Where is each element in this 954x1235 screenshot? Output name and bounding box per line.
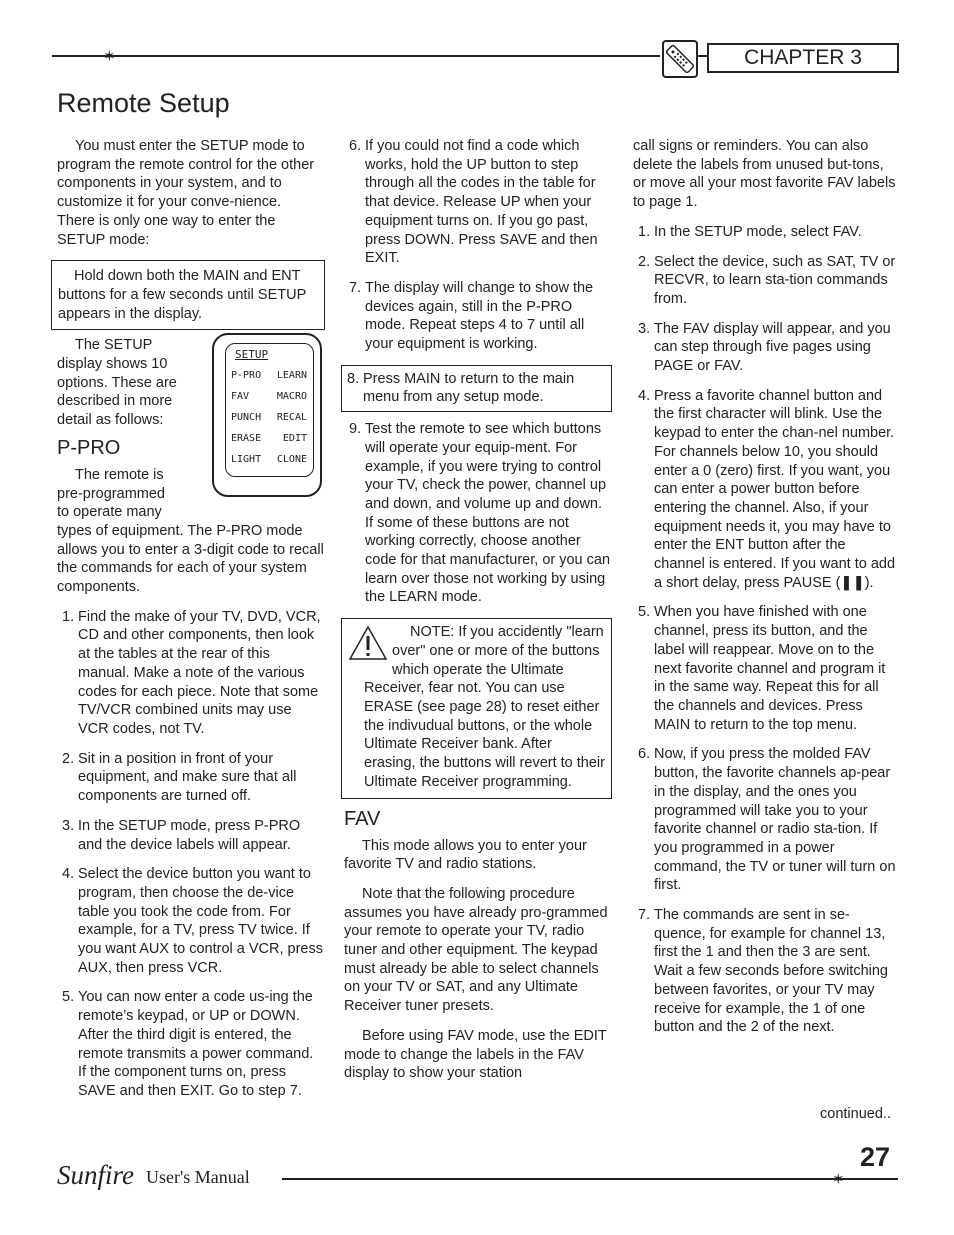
intro-paragraph: You must enter the SETUP mode to program the remote control for the other components in your system, and to customize it for your conve-nience. There is only one way to enter the SETUP mode: bbox=[57, 138, 315, 248]
list-item: 2. Select the device, such as SAT, TV or RECVR, to learn sta-tion commands from. bbox=[638, 253, 896, 307]
list-item: 7. The display will change to show the devices again, still in the P-PRO mode. Repeat steps 4 to 7 until all your equipment is working. bbox=[349, 279, 594, 353]
main-return-box: 8. Press MAIN to return to the main menu from any setup mode. bbox=[341, 365, 612, 412]
setup-instruction-box bbox=[51, 260, 325, 330]
page-number: 27 bbox=[860, 1142, 891, 1172]
manual-label: User's Manual bbox=[146, 1167, 250, 1187]
star-ornament-bottom: ✶ bbox=[832, 1170, 845, 1188]
ppro-heading: P-PRO bbox=[57, 436, 121, 459]
list-item: 1. Find the make of your TV, DVD, VCR, CD and other components, then look at the tables at the rear of this manual. Make a note of the various codes for each piece. Note that some TV/VCR combined units may use VCR codes, not TV. bbox=[62, 608, 321, 737]
note-box bbox=[341, 618, 612, 798]
list-item: 3. The FAV display will appear, and you can step through five pages using PAGE or FAV. bbox=[638, 320, 891, 375]
lcd-row: LIGHT CLONE bbox=[231, 454, 307, 465]
continued-label: continued.. bbox=[820, 1106, 891, 1122]
page-title: Remote Setup bbox=[57, 88, 230, 118]
star-ornament-top: ✶ bbox=[103, 47, 116, 65]
lcd-row: ERASE EDIT bbox=[231, 433, 307, 444]
continued-paragraph: call signs or reminders. You can also delete the labels from unused but-tons, or move all your most favorite FAV labels to page 1. bbox=[633, 138, 896, 211]
list-item: 7. The commands are sent in se-quence, for example for channel 13, first the 1 and then the 3 are sent. Wait a few seconds before switching between favorites, or your TV may receive for example, the 1 of one button and the 2 of the next. bbox=[638, 907, 888, 1036]
lcd-row: FAV MACRO bbox=[231, 391, 307, 402]
list-item: 2. Sit in a position in front of your equipment, and make sure that all components are turned off. bbox=[62, 750, 297, 805]
fav-heading: FAV bbox=[344, 807, 381, 830]
column-2 bbox=[344, 137, 612, 1094]
setup-lcd-display bbox=[212, 333, 322, 497]
list-item: 4. Press a favorite channel button and the first character will blink. Use the keypad to enter the chan-nel number. For channels below 10, you should enter a 0 (zero) first. If you want, you can enter a power button before entering the channel. Also, if your equipment needs it, you may have to enter the ENT button after the channel is entered. If you want to add a short delay, press PAUSE (❚❚). bbox=[638, 387, 896, 591]
fav-paragraph-2: Note that the following procedure assumes you have already pro-grammed your remote to operate your TV, radio tuner and other equipment. The keypad must already be able to select channels on your TV or SAT, and any Ultimate Receiver tuner presets. bbox=[344, 885, 608, 1015]
list-item: 4. Select the device button you want to program, then choose the de-vice table you took the code from. For example, for a TV, press TV twice. If you want AUX to control a VCR, press AUX, then press VCR. bbox=[62, 866, 323, 976]
lcd-row: P-PRO LEARN bbox=[231, 370, 307, 381]
list-item: 6. If you could not find a code which works, hold the UP button to step through all the codes in the table for that device. Release UP when your equipment turns on. If you go past, press DOWN. Press SAVE and then EXIT. bbox=[349, 138, 598, 267]
remote-control-icon bbox=[662, 40, 698, 78]
list-item: 3. In the SETUP mode, press P-PRO and the device labels will appear. bbox=[62, 817, 301, 853]
brand-logo: Sunfire bbox=[57, 1160, 134, 1190]
header-rule bbox=[52, 55, 660, 57]
chapter-label: CHAPTER 3 bbox=[707, 43, 899, 73]
footer-rule bbox=[282, 1178, 898, 1180]
list-item: 1. In the SETUP mode, select FAV. bbox=[638, 223, 862, 240]
fav-paragraph-1: This mode allows you to enter your favorite TV and radio stations. bbox=[344, 837, 587, 873]
column-3 bbox=[633, 137, 898, 1048]
list-item: 6. Now, if you press the molded FAV button, the favorite channels ap-pear in the display, and the ones you programmed will take you to your favorite channel or radio sta-tion. If you programmed in a power command, the TV or tuner will turn on first. bbox=[638, 746, 896, 894]
warning-icon bbox=[348, 625, 388, 661]
header-rule-short bbox=[696, 55, 707, 57]
list-item: 5. You can now enter a code us-ing the remote’s keypad, or UP or DOWN. After the third digit is entered, the remote transmits a power command. If the component turns on, press SAVE and then EXIT. Go to step 7. bbox=[62, 989, 314, 1099]
lcd-title: SETUP bbox=[235, 348, 269, 361]
column-1 bbox=[57, 137, 325, 1112]
lcd-row: PUNCH RECAL bbox=[231, 412, 307, 423]
setup-display-paragraph: The SETUP display shows 10 options. These are described in more detail as follows: bbox=[57, 337, 177, 429]
ppro-intro: The remote is pre-programmed to operate many types of equipment. The P-PRO mode allows you to enter a 3-digit code to recall the commands for each of your system components. bbox=[57, 466, 324, 596]
fav-paragraph-3: Before using FAV mode, use the EDIT mode to change the labels in the FAV display to show your station bbox=[344, 1027, 607, 1082]
note-text: NOTE: If you accidently "learn over" one or more of the buttons which operate the Ultimate Receiver, fear not. You can use ERASE (see page 28) to reset either the indivudual buttons, or the whole Ultimate Receiver bank. After erasing, the buttons will revert to their Ultimate Receiver programming. bbox=[364, 624, 605, 790]
list-item: 9. Test the remote to see which buttons will operate your equip-ment. For example, if you were trying to control your TV, check the power, channel up and down, and volume up and down. If some of these buttons are not working correctly, choose another code for that manufacturer, or you can learn over those not working by using the LEARN mode. bbox=[349, 421, 611, 606]
setup-instruction-text: Hold down both the MAIN and ENT buttons for a few seconds until SETUP appears in the display. bbox=[58, 268, 306, 322]
list-item: 5. When you have finished with one channel, press its button, and the label will reappear. Move on to the next favorite channel and program it in the same way. Repeat this for all the channels and devices. Press MAIN to return to the top menu. bbox=[638, 604, 886, 733]
